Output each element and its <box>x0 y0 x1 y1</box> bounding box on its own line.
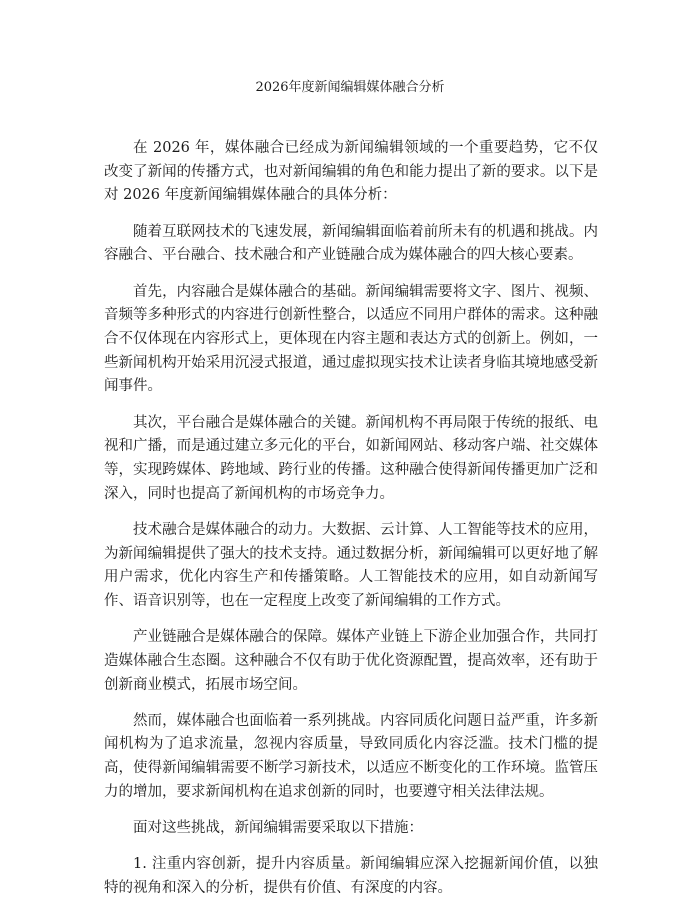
paragraph-industry-chain-fusion: 产业链融合是媒体融合的保障。媒体产业链上下游企业加强合作，共同打造媒体融合生态圈。这种融合不仅有助于优化资源配置，提高效率，还有助于创新商业模式，拓展市场空间。 <box>104 629 598 693</box>
paragraph-technology-fusion: 技术融合是媒体融合的动力。大数据、云计算、人工智能等技术的应用，为新闻编辑提供了强大的技术支持。通过数据分析，新闻编辑可以更好地了解用户需求，优化内容生产和传播策略。人工智能技术的应用，如自动新闻写作、语音识别等，也在一定程度上改变了新闻编辑的工作方式。 <box>104 521 598 609</box>
paragraph-core-elements: 随着互联网技术的飞速发展，新闻编辑面临着前所未有的机遇和挑战。内容融合、平台融合、技术融合和产业链融合成为媒体融合的四大核心要素。 <box>104 223 598 264</box>
paragraph-intro: 在 2026 年，媒体融合已经成为新闻编辑领域的一个重要趋势，它不仅改变了新闻的传播方式，也对新闻编辑的角色和能力提出了新的要求。以下是对 2026 年度新闻编辑媒体融合的具体分析： <box>104 140 598 204</box>
document-title: 2026年度新闻编辑媒体融合分析 <box>255 80 445 95</box>
paragraph-challenges: 然而，媒体融合也面临着一系列挑战。内容同质化问题日益严重，许多新闻机构为了追求流量，忽视内容质量，导致同质化内容泛滥。技术门槛的提高，使得新闻编辑需要不断学习新技术，以适应不断变化的工作环境。监管压力的增加，要求新闻机构在追求创新的同时，也要遵守相关法律法规。 <box>104 712 598 800</box>
document-body <box>104 137 598 913</box>
paragraph-content-fusion: 首先，内容融合是媒体融合的基础。新闻编辑需要将文字、图片、视频、音频等多种形式的内容进行创新性整合，以适应不同用户群体的需求。这种融合不仅体现在内容形式上，更体现在内容主题和表达方式的创新上。例如，一些新闻机构开始采用沉浸式报道，通过虚拟现实技术让读者身临其境地感受新闻事件。 <box>104 283 598 395</box>
paragraph-measure-1: 1. 注重内容创新，提升内容质量。新闻编辑应深入挖掘新闻价值，以独特的视角和深入的分析，提供有价值、有深度的内容。 <box>104 856 598 896</box>
paragraph-measures-intro: 面对这些挑战，新闻编辑需要采取以下措施： <box>133 820 423 837</box>
paragraph-platform-fusion: 其次，平台融合是媒体融合的关键。新闻机构不再局限于传统的报纸、电视和广播，而是通过建立多元化的平台，如新闻网站、移动客户端、社交媒体等，实现跨媒体、跨地域、跨行业的传播。这种融合使得新闻传播更加广泛和深入，同时也提高了新闻机构的市场竞争力。 <box>104 414 598 502</box>
